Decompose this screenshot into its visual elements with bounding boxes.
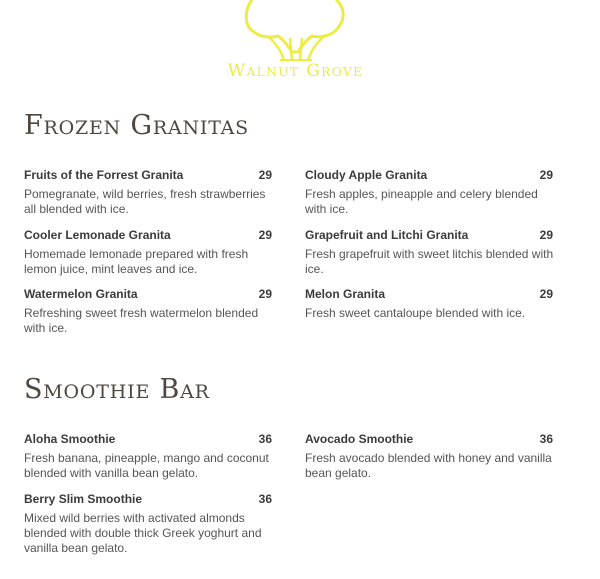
menu-item-description: Fresh sweet cantaloupe blended with ice. bbox=[305, 306, 526, 320]
menu-item bbox=[24, 286, 278, 336]
menu-item bbox=[24, 491, 278, 556]
menu-item-name: Watermelon Granita bbox=[24, 287, 138, 301]
menu-item-price: 29 bbox=[258, 168, 272, 182]
menu-item bbox=[305, 286, 559, 321]
section-title-smoothie-bar: Smoothie Bar bbox=[24, 374, 210, 405]
menu-item-price: 29 bbox=[539, 168, 553, 182]
menu-item-name: Avocado Smoothie bbox=[305, 432, 414, 446]
menu-item-name: Grapefruit and Litchi Granita bbox=[305, 228, 469, 242]
menu-item bbox=[305, 227, 559, 277]
section-title-frozen-granitas: Frozen Granitas bbox=[24, 110, 249, 141]
menu-item-name: Cloudy Apple Granita bbox=[305, 168, 428, 182]
menu-item-price: 36 bbox=[539, 432, 553, 446]
menu-item-description: Pomegranate, wild berries, fresh strawberries all blended with ice. bbox=[24, 187, 266, 216]
brand-name: Walnut Grove bbox=[227, 61, 364, 81]
menu-item-description: Homemade lemonade prepared with fresh lemon juice, mint leaves and ice. bbox=[24, 247, 249, 276]
menu-item-name: Berry Slim Smoothie bbox=[24, 492, 143, 506]
menu-item-description: Refreshing sweet fresh watermelon blended with ice. bbox=[24, 306, 259, 335]
menu-item-price: 36 bbox=[258, 432, 272, 446]
menu-item-price: 29 bbox=[258, 228, 272, 242]
menu-item-name: Melon Granita bbox=[305, 287, 386, 301]
menu-item-name: Cooler Lemonade Granita bbox=[24, 228, 171, 242]
menu-item bbox=[24, 227, 278, 277]
menu-item bbox=[305, 431, 559, 481]
walnut-tree-logo-icon bbox=[240, 0, 352, 62]
menu-item-description: Fresh grapefruit with sweet litchis blended with ice. bbox=[305, 247, 554, 276]
menu-item-price: 36 bbox=[258, 492, 272, 506]
menu-item-name: Fruits of the Forrest Granita bbox=[24, 168, 184, 182]
menu-item-description: Fresh avocado blended with honey and vanilla bean gelato. bbox=[305, 451, 552, 480]
menu-item bbox=[305, 167, 559, 217]
menu-item-description: Fresh apples, pineapple and celery blended with ice. bbox=[305, 187, 538, 216]
menu-item bbox=[24, 431, 278, 481]
menu-item bbox=[24, 167, 278, 217]
brand-logo bbox=[0, 0, 600, 90]
menu-item-description: Fresh banana, pineapple, mango and coconut blended with vanilla bean gelato. bbox=[24, 451, 269, 480]
menu-item-price: 29 bbox=[258, 287, 272, 301]
menu-item-price: 29 bbox=[539, 287, 553, 301]
menu-item-description: Mixed wild berries with activated almonds blended with double thick Greek yoghurt and vanilla bean gelato. bbox=[24, 511, 262, 555]
menu-item-price: 29 bbox=[539, 228, 553, 242]
menu-item-name: Aloha Smoothie bbox=[24, 432, 116, 446]
